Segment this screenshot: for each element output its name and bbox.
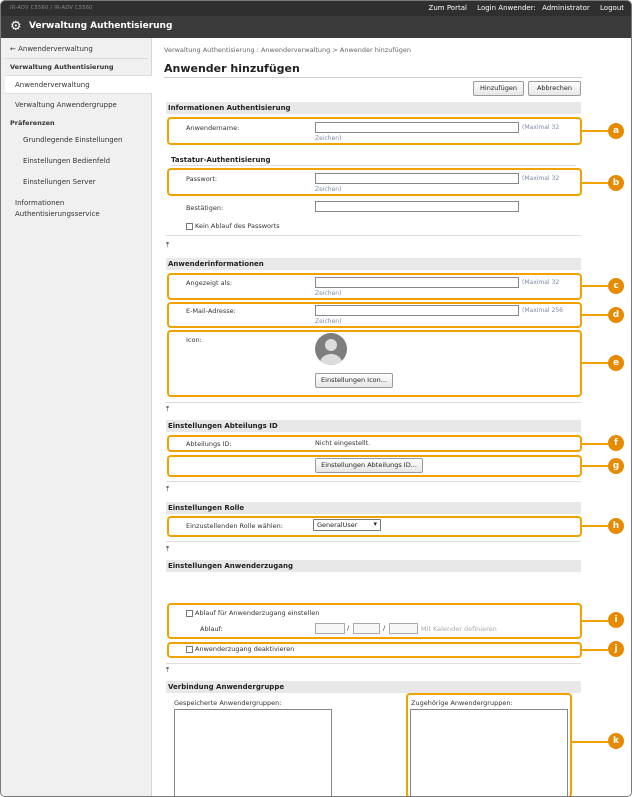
- expiry-label: Ablauf:: [200, 625, 223, 633]
- breadcrumb: Verwaltung Authentisierung : Anwenderverwaltung > Anwender hinzufügen: [164, 46, 411, 54]
- callout-connector-b: [582, 182, 608, 184]
- sidebar: [1, 38, 152, 797]
- dept-id-settings-button[interactable]: Einstellungen Abteilungs ID...: [315, 458, 423, 473]
- sidebar-section-header[interactable]: Verwaltung Authentisierung: [10, 63, 114, 71]
- email-hint-2: Zeichen): [315, 318, 342, 325]
- password-input[interactable]: [315, 173, 519, 184]
- role-select[interactable]: [313, 519, 381, 531]
- callout-connector-f: [582, 443, 608, 445]
- callout-connector-k: [572, 741, 608, 743]
- date-separator: /: [347, 624, 350, 632]
- date-separator: /: [383, 624, 386, 632]
- logout-link[interactable]: Logout: [600, 4, 624, 12]
- sidebar-item-group-management[interactable]: Verwaltung Anwendergruppe: [15, 101, 117, 109]
- saved-groups-list[interactable]: [174, 709, 332, 797]
- section-dept-id: Einstellungen Abteilungs ID: [166, 420, 581, 432]
- set-expiry-label: Ablauf für Anwenderzugang einstellen: [195, 609, 320, 617]
- device-info: IR-ADV C5560 / IR-ADV C5560: [10, 5, 93, 11]
- section-divider: [166, 663, 581, 664]
- keyboard-auth-subtitle: Tastatur-Authentisierung: [171, 156, 271, 164]
- display-hint-2: Zeichen): [315, 290, 342, 297]
- callout-connector-d: [582, 314, 608, 316]
- email-hint-1: (Maximal 256: [522, 307, 563, 314]
- avatar-icon: [315, 333, 347, 365]
- login-label: Login Anwender:: [477, 4, 536, 12]
- callout-connector-j: [582, 649, 608, 651]
- icon-settings-button[interactable]: Einstellungen Icon...: [315, 373, 393, 388]
- expiry-year-input[interactable]: [315, 623, 345, 634]
- gear-icon: ⚙: [10, 19, 22, 34]
- top-arrow-icon[interactable]: ⤒: [166, 405, 170, 413]
- callout-connector-h: [582, 525, 608, 527]
- sidebar-back-link[interactable]: ← Anwenderverwaltung: [10, 45, 93, 53]
- top-arrow-icon[interactable]: ⤒: [166, 485, 170, 493]
- sidebar-item-auth-service-info-1[interactable]: Informationen: [15, 199, 65, 207]
- sidebar-preferences-header: Präferenzen: [10, 119, 55, 127]
- callout-badge-h: h: [608, 518, 624, 534]
- callout-badge-e: e: [608, 355, 624, 371]
- callout-badge-f: f: [608, 435, 624, 451]
- top-arrow-icon[interactable]: ⤒: [166, 545, 170, 553]
- sidebar-item-auth-service-info-2[interactable]: Authentisierungsservice: [15, 210, 100, 218]
- callout-badge-d: d: [608, 307, 624, 323]
- right-margin: [601, 38, 632, 797]
- callout-badge-i: i: [608, 612, 624, 628]
- top-arrow-icon[interactable]: ⤒: [166, 666, 170, 674]
- role-selected-value: GeneralUser: [317, 521, 358, 529]
- app-title: Verwaltung Authentisierung: [29, 21, 173, 31]
- top-bar: [1, 1, 632, 16]
- callout-badge-b: b: [608, 175, 624, 191]
- page-title: Anwender hinzufügen: [164, 62, 300, 75]
- confirm-password-input[interactable]: [315, 201, 519, 212]
- username-input[interactable]: [315, 122, 519, 133]
- expiry-month-input[interactable]: [353, 623, 380, 634]
- display-hint-1: (Maximal 32: [522, 279, 560, 286]
- callout-connector-g: [582, 465, 608, 467]
- section-divider: [166, 541, 581, 542]
- email-label: E-Mail-Adresse:: [186, 307, 236, 315]
- callout-connector-i: [582, 620, 608, 622]
- display-name-input[interactable]: [315, 277, 519, 288]
- password-hint-2: Zeichen): [315, 186, 342, 193]
- confirm-label: Bestätigen:: [186, 204, 224, 212]
- username-label: Anwendername:: [186, 124, 240, 132]
- dept-id-value: Nicht eingestellt.: [315, 439, 371, 447]
- callout-badge-j: j: [608, 641, 624, 657]
- display-name-label: Angezeigt als:: [186, 279, 233, 287]
- sidebar-item-panel-settings[interactable]: Einstellungen Bedienfeld: [23, 157, 111, 165]
- icon-label: Icon:: [186, 336, 202, 344]
- top-arrow-icon[interactable]: ⤒: [166, 241, 170, 249]
- password-hint-1: (Maximal 32: [522, 175, 560, 182]
- role-label: Einzustellenden Rolle wählen:: [186, 522, 283, 530]
- callout-badge-a: a: [608, 123, 624, 139]
- callout-connector-c: [582, 285, 608, 287]
- email-input[interactable]: [315, 305, 519, 316]
- portal-link[interactable]: Zum Portal: [428, 4, 467, 12]
- expiry-day-input[interactable]: [389, 623, 418, 634]
- dept-id-label: Abteilungs ID:: [186, 440, 232, 448]
- disable-access-checkbox[interactable]: [186, 646, 193, 653]
- section-auth-info: Informationen Authentisierung: [166, 102, 581, 114]
- no-expiry-label: Kein Ablauf des Passworts: [195, 222, 280, 230]
- username-hint-2: Zeichen): [315, 135, 342, 142]
- set-expiry-checkbox[interactable]: [186, 610, 193, 617]
- login-user: Administrator: [542, 4, 590, 12]
- calendar-link[interactable]: Mit Kalender definieren: [421, 625, 497, 633]
- section-role: Einstellungen Rolle: [166, 502, 581, 514]
- callout-badge-k: k: [608, 733, 624, 749]
- sidebar-item-user-management[interactable]: Anwenderverwaltung: [5, 75, 152, 94]
- assigned-groups-label: Zugehörige Anwendergruppen:: [411, 699, 513, 707]
- section-user-group: Verbindung Anwendergruppe: [166, 681, 581, 693]
- divider: [5, 58, 148, 59]
- sidebar-item-server-settings[interactable]: Einstellungen Server: [23, 178, 96, 186]
- title-divider: [164, 77, 582, 78]
- subtitle-divider: [171, 165, 576, 166]
- chevron-down-icon: ▾: [373, 520, 377, 528]
- callout-connector-e: [582, 362, 608, 364]
- section-divider: [166, 481, 581, 482]
- section-divider: [166, 402, 581, 403]
- sidebar-item-basic-settings[interactable]: Grundlegende Einstellungen: [23, 136, 123, 144]
- password-label: Passwort:: [186, 175, 218, 183]
- saved-groups-label: Gespeicherte Anwendergruppen:: [174, 699, 282, 707]
- callout-connector-a: [582, 130, 608, 132]
- section-user-access: Einstellungen Anwenderzugang: [166, 560, 581, 572]
- section-divider: [166, 235, 581, 236]
- cancel-button[interactable]: Abbrechen: [528, 81, 581, 96]
- callout-badge-c: c: [608, 278, 624, 294]
- callout-badge-g: g: [608, 458, 624, 474]
- username-hint-1: (Maximal 32: [522, 124, 560, 131]
- add-button[interactable]: Hinzufügen: [473, 81, 524, 96]
- no-expiry-checkbox[interactable]: [186, 223, 193, 230]
- disable-access-label: Anwenderzugang deaktivieren: [195, 645, 295, 653]
- top-links: [421, 4, 624, 12]
- assigned-groups-list[interactable]: [410, 709, 568, 797]
- section-user-info: Anwenderinformationen: [166, 258, 581, 270]
